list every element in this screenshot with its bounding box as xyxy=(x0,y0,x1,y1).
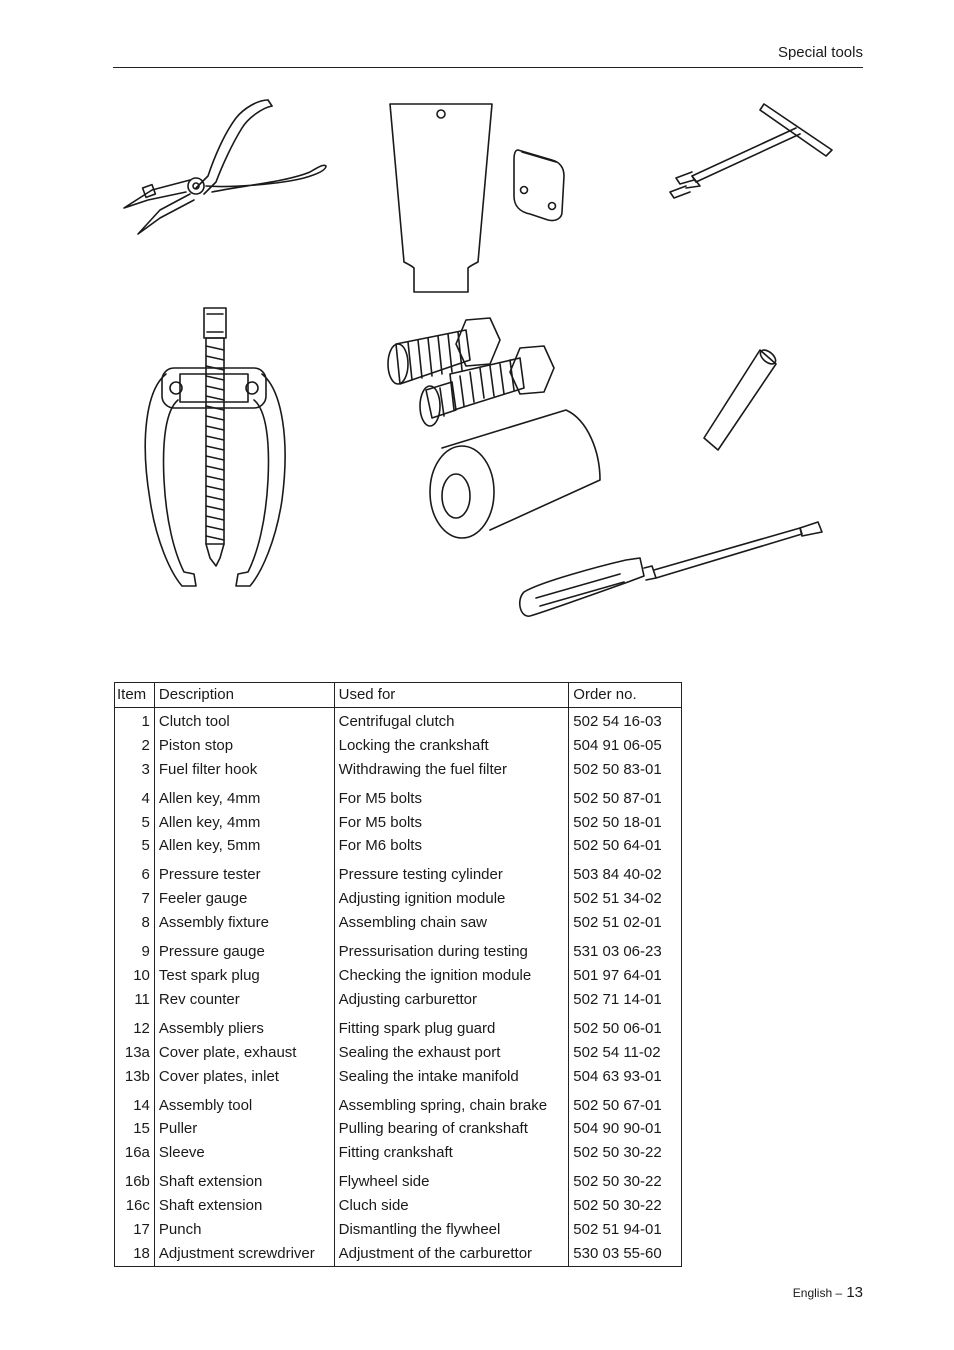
table-row xyxy=(115,1242,682,1266)
table-row xyxy=(115,758,682,782)
cell-used-for: Fitting spark plug guard xyxy=(334,1012,569,1041)
table-row xyxy=(115,1141,682,1165)
cell-order-no: 502 51 34-02 xyxy=(569,887,682,911)
cell-item: 4 xyxy=(115,782,155,811)
cell-item: 6 xyxy=(115,858,155,887)
table-row xyxy=(115,1218,682,1242)
table-row xyxy=(115,734,682,758)
cell-item: 8 xyxy=(115,911,155,935)
cell-used-for: Withdrawing the fuel filter xyxy=(334,758,569,782)
screwdriver-drawing xyxy=(520,522,822,616)
cell-order-no: 502 50 30-22 xyxy=(569,1141,682,1165)
cell-used-for: Adjusting carburettor xyxy=(334,988,569,1012)
section-title: Special tools xyxy=(777,44,863,61)
cell-description: Adjustment screwdriver xyxy=(154,1242,334,1266)
puller-drawing xyxy=(145,308,285,586)
cell-description: Assembly tool xyxy=(154,1089,334,1118)
table-row xyxy=(115,834,682,858)
cell-order-no: 502 51 02-01 xyxy=(569,911,682,935)
page-footer xyxy=(793,1284,863,1301)
cell-order-no: 502 50 83-01 xyxy=(569,758,682,782)
cell-description: Allen key, 4mm xyxy=(154,782,334,811)
cell-order-no: 504 63 93-01 xyxy=(569,1065,682,1089)
cell-description: Allen key, 5mm xyxy=(154,834,334,858)
cell-order-no: 502 50 67-01 xyxy=(569,1089,682,1118)
table-row xyxy=(115,988,682,1012)
clutch-tool-drawing xyxy=(390,104,492,292)
cell-description: Cover plates, inlet xyxy=(154,1065,334,1089)
cell-item: 14 xyxy=(115,1089,155,1118)
cell-item: 18 xyxy=(115,1242,155,1266)
cell-item: 5 xyxy=(115,834,155,858)
cell-order-no: 502 71 14-01 xyxy=(569,988,682,1012)
cell-order-no: 530 03 55-60 xyxy=(569,1242,682,1266)
cell-used-for: Pressurisation during testing xyxy=(334,935,569,964)
table-row xyxy=(115,1041,682,1065)
cell-item: 2 xyxy=(115,734,155,758)
table-row xyxy=(115,811,682,835)
footer-language: English – xyxy=(792,1286,843,1300)
cell-order-no: 502 50 87-01 xyxy=(569,782,682,811)
cell-description: Punch xyxy=(154,1218,334,1242)
column-header-description: Description xyxy=(154,683,334,708)
cell-description: Shaft extension xyxy=(154,1165,334,1194)
table-body xyxy=(115,707,682,1266)
cell-used-for: For M6 bolts xyxy=(334,834,569,858)
cell-item: 9 xyxy=(115,935,155,964)
cell-order-no: 504 91 06-05 xyxy=(569,734,682,758)
table-header-row xyxy=(115,683,682,708)
cell-used-for: Fitting crankshaft xyxy=(334,1141,569,1165)
cell-item: 16b xyxy=(115,1165,155,1194)
cell-item: 12 xyxy=(115,1012,155,1041)
table-row xyxy=(115,1165,682,1194)
special-tools-table xyxy=(114,682,682,1267)
cell-order-no: 531 03 06-23 xyxy=(569,935,682,964)
column-header-used-for: Used for xyxy=(334,683,569,708)
cell-order-no: 503 84 40-02 xyxy=(569,858,682,887)
table-row xyxy=(115,782,682,811)
cell-item: 11 xyxy=(115,988,155,1012)
cell-used-for: Sealing the intake manifold xyxy=(334,1065,569,1089)
cell-order-no: 502 50 64-01 xyxy=(569,834,682,858)
cell-order-no: 502 54 11-02 xyxy=(569,1041,682,1065)
cell-item: 16c xyxy=(115,1194,155,1218)
cell-item: 1 xyxy=(115,707,155,733)
cell-item: 15 xyxy=(115,1117,155,1141)
cell-used-for: Adjustment of the carburettor xyxy=(334,1242,569,1266)
cell-description: Pressure gauge xyxy=(154,935,334,964)
sleeve-drawing xyxy=(430,410,600,538)
cell-description: Puller xyxy=(154,1117,334,1141)
cell-item: 17 xyxy=(115,1218,155,1242)
cell-used-for: Assembling chain saw xyxy=(334,911,569,935)
cell-used-for: Checking the ignition module xyxy=(334,964,569,988)
table-row xyxy=(115,1194,682,1218)
column-header-item: Item xyxy=(115,683,155,708)
table-row xyxy=(115,1089,682,1118)
cell-used-for: Flywheel side xyxy=(334,1165,569,1194)
table-row xyxy=(115,1065,682,1089)
cell-item: 13b xyxy=(115,1065,155,1089)
cell-description: Cover plate, exhaust xyxy=(154,1041,334,1065)
table-row xyxy=(115,964,682,988)
cell-used-for: Centrifugal clutch xyxy=(334,707,569,733)
cell-description: Fuel filter hook xyxy=(154,758,334,782)
cell-order-no: 501 97 64-01 xyxy=(569,964,682,988)
cell-item: 16a xyxy=(115,1141,155,1165)
cell-used-for: Adjusting ignition module xyxy=(334,887,569,911)
assembly-pliers-drawing xyxy=(124,100,326,234)
cell-used-for: Dismantling the flywheel xyxy=(334,1218,569,1242)
cell-used-for: Cluch side xyxy=(334,1194,569,1218)
cell-description: Piston stop xyxy=(154,734,334,758)
table-row xyxy=(115,887,682,911)
cell-used-for: Pressure testing cylinder xyxy=(334,858,569,887)
cell-description: Feeler gauge xyxy=(154,887,334,911)
table-row xyxy=(115,1117,682,1141)
cell-used-for: Assembling spring, chain brake xyxy=(334,1089,569,1118)
cell-description: Clutch tool xyxy=(154,707,334,733)
table-row xyxy=(115,858,682,887)
cell-description: Allen key, 4mm xyxy=(154,811,334,835)
table-row xyxy=(115,1012,682,1041)
cell-item: 7 xyxy=(115,887,155,911)
cell-order-no: 502 50 18-01 xyxy=(569,811,682,835)
column-header-order-no: Order no. xyxy=(569,683,682,708)
cell-description: Pressure tester xyxy=(154,858,334,887)
tools-illustration xyxy=(0,0,954,660)
cell-order-no: 502 50 30-22 xyxy=(569,1194,682,1218)
t-key-drawing xyxy=(670,104,832,198)
cell-order-no: 502 51 94-01 xyxy=(569,1218,682,1242)
cell-item: 3 xyxy=(115,758,155,782)
cell-item: 13a xyxy=(115,1041,155,1065)
punch-drawing xyxy=(704,347,778,450)
cell-used-for: Pulling bearing of crankshaft xyxy=(334,1117,569,1141)
page-number: 13 xyxy=(846,1284,863,1301)
cell-order-no: 502 50 06-01 xyxy=(569,1012,682,1041)
cell-order-no: 504 90 90-01 xyxy=(569,1117,682,1141)
piston-stop-drawing xyxy=(514,150,564,221)
table-row xyxy=(115,935,682,964)
cell-used-for: Locking the crankshaft xyxy=(334,734,569,758)
table-row xyxy=(115,707,682,733)
cell-order-no: 502 50 30-22 xyxy=(569,1165,682,1194)
cell-order-no: 502 54 16-03 xyxy=(569,707,682,733)
table-row xyxy=(115,911,682,935)
cell-used-for: Sealing the exhaust port xyxy=(334,1041,569,1065)
shaft-extensions-drawing xyxy=(388,318,554,426)
cell-description: Test spark plug xyxy=(154,964,334,988)
cell-description: Shaft extension xyxy=(154,1194,334,1218)
cell-description: Rev counter xyxy=(154,988,334,1012)
cell-item: 10 xyxy=(115,964,155,988)
cell-item: 5 xyxy=(115,811,155,835)
cell-description: Sleeve xyxy=(154,1141,334,1165)
cell-description: Assembly fixture xyxy=(154,911,334,935)
cell-used-for: For M5 bolts xyxy=(334,782,569,811)
cell-used-for: For M5 bolts xyxy=(334,811,569,835)
cell-description: Assembly pliers xyxy=(154,1012,334,1041)
